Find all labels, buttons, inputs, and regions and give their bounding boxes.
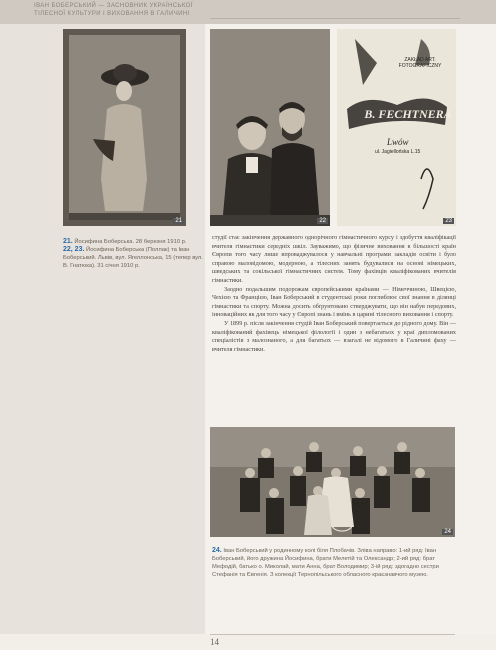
photo-number-badge: 21 [175, 218, 182, 224]
studio-name: B. FECHTNERA [364, 107, 452, 121]
photo-number-badge: 23 [445, 218, 452, 224]
article-body [212, 234, 456, 354]
caption-text: Йосифина Боберська (Поллак) та Іван Боберський. Львів, вул. Ягеллонська, 15 (тепер вул. В. Гнатюка). 31 січня 1910 р. [63, 247, 203, 269]
footer-rule [210, 634, 455, 635]
family-group-image [210, 427, 455, 537]
running-header-line2: ТІЛЕСНОЇ КУЛЬТУРИ І ВИХОВАННЯ В ГАЛИЧИНІ [34, 11, 190, 17]
caption-number: 24. [212, 547, 222, 554]
page-number: 14 [210, 637, 219, 647]
photo-23-studio-card-back [337, 29, 456, 226]
header-rule [210, 18, 460, 19]
photo-22-couple-portrait [210, 29, 330, 226]
running-header-line1: ІВАН БОБЕРСЬКИЙ — ЗАСНОВНИК УКРАЇНСЬКОЇ [34, 3, 193, 9]
paragraph: студії стає закінчення державного однорічного гімнастичного курсу і здобуття кваліфікації вчителя гімнастики середніх шкіл. Зауважимо, що фізичне виховання в більшості країн Європи того часу лише впроваджувалося у навчальні програми закладів освіти і було справою маловідомою, модерною, а тілесних занять будувалися на основі німецьких, шведських та сокільської гімнастичних систем. Тому фахівців кваліфікованих вчителів гімнастики. [212, 234, 456, 284]
couple-image [210, 29, 330, 226]
studio-address: ul. Jagiellońska L.15 [375, 149, 421, 155]
caption-number: 21. [63, 238, 73, 245]
photo-21-woman-portrait [63, 29, 186, 226]
photo-24-family-group [210, 427, 455, 537]
photo-number-badge: 22 [319, 218, 326, 224]
studio-heading: ZAKŁAD ART. FOTOGRAFICZNY [398, 57, 442, 69]
caption-text: Іван Боберський у родинному колі біля Плобачів. Зліва направо: 1-ий ряд: Іван Боберський, його дружина Йосифина, брати Мелетій та Олександр; 2-ий ряд: брат Мефодій, батько о. Миколай, мати Анна, брат Володимир; 3-ій ряд: здогадно сестри Стефанія та Євгенія. З колекції Тернопільського обласного краєзнавчого музею. [212, 548, 439, 578]
caption-number: 22, 23. [63, 246, 85, 253]
photo-number-badge: 24 [444, 529, 451, 535]
studio-city: Lwów [387, 137, 409, 147]
caption-text: Йосифина Боберська. 28 березня 1910 р. [74, 239, 187, 245]
paragraph: Заодно подальшим подорожам європейськими країнами — Німеччиною, Швецією, Чехією та Францією, Іван Боберський в студентські роки поглиблює свої знання в ділянці гімнастики та спорту. Можна досить обґрунтовано стверджувати, що він набув передових, інноваційних як для того часу у Європі знань і вмінь в царині тілесного виховання і спорту. [212, 285, 456, 319]
paragraph: У 1899 р. після закінчення студій Іван Боберський повертається до рідного дому. Він — кваліфікований фахівець німецької філології і один з небагатьох у краї дипломованих спеціалістів з малознаного, а для багатьох — взагалі не відомого в Галичині фаху — вчителя гімнастики. [212, 319, 456, 353]
caption-24 [212, 547, 456, 579]
portrait-image [63, 29, 186, 226]
caption-21-23 [63, 238, 203, 270]
